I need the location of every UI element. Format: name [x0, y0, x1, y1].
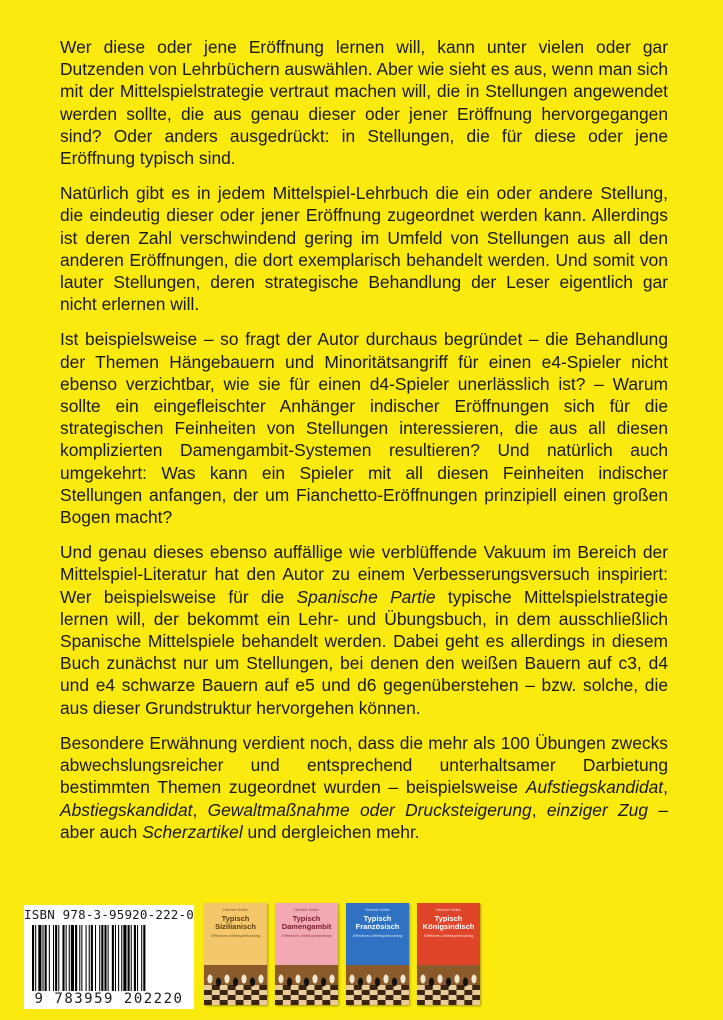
emphasis-scherzartikel: Scherzartikel	[142, 821, 243, 842]
chess-piece	[216, 978, 221, 987]
barcode-bar	[49, 925, 50, 991]
board-square	[401, 990, 409, 995]
board-square	[464, 1000, 472, 1005]
board-square	[401, 995, 409, 1000]
barcode-bar	[35, 925, 36, 991]
board-square	[307, 1000, 315, 1005]
chess-piece	[224, 975, 229, 984]
barcode-bar	[79, 925, 80, 991]
board-square	[259, 995, 267, 1000]
emphasis-einziger-zug: einziger Zug	[546, 799, 649, 820]
board-square	[220, 990, 228, 995]
book-subtitle: Effektives Mittelspieltraining	[281, 933, 332, 938]
chess-board-image	[204, 965, 267, 1005]
book-cover-franzoesisch	[346, 903, 409, 1005]
chess-piece	[420, 975, 425, 984]
board-square	[370, 1000, 378, 1005]
board-square	[457, 995, 465, 1000]
barcode-bar	[38, 925, 41, 991]
board-square	[433, 995, 441, 1000]
board-square	[212, 1000, 220, 1005]
board-square	[346, 990, 354, 995]
board-square	[204, 990, 212, 995]
chess-piece	[454, 975, 459, 984]
board-square	[315, 985, 323, 990]
board-square	[433, 1000, 441, 1005]
barcode-bar	[45, 925, 47, 991]
book-subtitle: Effektives Mittelspieltraining	[210, 933, 261, 938]
book-title: Typisch Sizilianisch	[215, 914, 256, 931]
chess-piece	[278, 975, 283, 984]
barcode-bar	[128, 925, 130, 991]
chess-piece	[463, 978, 468, 987]
board-square	[386, 985, 394, 990]
board-square	[425, 995, 433, 1000]
barcode-bar	[131, 925, 132, 991]
board-square	[275, 990, 283, 995]
board-square	[259, 1000, 267, 1005]
board-square	[275, 985, 283, 990]
paragraph-2: Natürlich gibt es in jedem Mittelspiel-Lehrbuch die ein oder andere Stellung, die eindeutig dieser oder jener Eröffnung zugeordnet werden kann. Allerdings ist deren Zahl verschwindend gering im Umfeld von Stellungen aus all den anderen Eröffnungen, die dort exemplarisch behandelt werden. Und somit von lauter Stellungen, deren strategische Behandlung der Leser eigentlich gar nicht erlernen will.	[60, 183, 668, 315]
board-square	[472, 990, 480, 995]
book-author: Herbert Heller	[436, 907, 461, 912]
chess-piece	[207, 975, 212, 984]
chess-piece	[321, 978, 326, 987]
book-cover-sizilianisch	[204, 903, 267, 1005]
emphasis-abstiegskandidat: Abstiegskandidat	[60, 799, 193, 820]
board-square	[386, 990, 394, 995]
board-square	[322, 995, 330, 1000]
barcode-bar	[115, 925, 116, 991]
board-square	[315, 990, 323, 995]
barcode-bar	[58, 925, 59, 991]
board-square	[236, 1000, 244, 1005]
board-square	[330, 1000, 338, 1005]
board-square	[251, 995, 259, 1000]
book-author: Herbert Heller	[365, 907, 390, 912]
board-square	[362, 1000, 370, 1005]
board-square	[457, 990, 465, 995]
board-square	[346, 985, 354, 990]
barcode-bar	[89, 925, 90, 991]
paragraph-3: Ist beispielsweise – so fragt der Autor durchaus begründet – die Behandlung der Themen Hängebauern und Minoritätsangriff für einen e4-Spieler nicht ebenso verzichtbar, wie sie für einen d4-Spieler unerlässlich ist? – Warum sollte ein eingefleischter Anhänger indischer Eröffnungen sich für die strategischen Feinheiten von Stellungen interessieren, die aus all diesen komplizierten Damengambit-Systemen resultieren? Und natürlich auch umgekehrt: Was kann ein Spieler mit all diesen Feinheiten indischer Stellungen anfangen, der um Fianchetto-Eröffnungen prinzipiell einen großen Bogen macht?	[60, 329, 668, 528]
barcode-bar	[134, 925, 136, 991]
barcode-bar	[55, 925, 57, 991]
board-square	[307, 990, 315, 995]
board-square	[472, 985, 480, 990]
board-square	[220, 995, 228, 1000]
board-square	[299, 995, 307, 1000]
barcode-bar	[141, 925, 142, 991]
barcode-bar	[71, 925, 74, 991]
board-square	[322, 1000, 330, 1005]
board-square	[291, 1000, 299, 1005]
book-cover-koenigsindisch	[417, 903, 480, 1005]
board-square	[472, 995, 480, 1000]
board-square	[378, 990, 386, 995]
chess-piece	[349, 975, 354, 984]
board-square	[228, 995, 236, 1000]
board-square	[220, 1000, 228, 1005]
board-square	[244, 985, 252, 990]
chess-piece	[287, 978, 292, 987]
paragraph-1: Wer diese oder jene Eröffnung lernen will, kann unter vielen oder gar Dutzenden von Lehrbüchern auswählen. Aber wie sieht es aus, wenn man sich mit der Mittelspielstrategie vertraut machen will, die in Stellungen angewendet werden sollte, die aus genau dieser oder jener Eröffnung hervorgegangen sind? Oder anders ausgedrückt: in Stellungen, die für diese oder jene Eröffnung typisch sind.	[60, 37, 668, 169]
board-square	[244, 990, 252, 995]
book-subtitle: Effektives Mittelspieltraining	[423, 933, 474, 938]
board-square	[401, 1000, 409, 1005]
board-square	[283, 995, 291, 1000]
board-square	[393, 1000, 401, 1005]
chess-piece	[375, 978, 380, 987]
book-title: Typisch Königsindisch	[422, 914, 475, 931]
emphasis-gewaltmassnahme: Gewaltmaßnahme oder Drucksteigerung	[207, 799, 532, 820]
barcode-bar	[101, 925, 103, 991]
board-square	[251, 1000, 259, 1005]
board-square	[417, 985, 425, 990]
board-square	[330, 995, 338, 1000]
board-square	[417, 1000, 425, 1005]
board-square	[204, 995, 212, 1000]
chess-board-image	[275, 965, 338, 1005]
isbn-label: ISBN 978-3-95920-222-0	[24, 907, 194, 922]
board-square	[322, 990, 330, 995]
chess-piece	[392, 978, 397, 987]
barcode-bar	[66, 925, 67, 991]
paragraph-4: Und genau dieses ebenso auffällige wie verblüffende Vakuum im Bereich der Mittelspiel-Literatur hat den Autor zu einem Verbesserungsversuch inspiriert: Wer beispielsweise für die Spanische Partie typische Mittelspielstrategie lernen will, der bekommt ein Lehr- und Übungsbuch, in dem ausschließlich Spanische Mittelspiele behandelt werden. Dabei geht es allerdings in diesem Buch zunächst nur um Stellungen, bei denen den weißen Bauern auf c3, d4 und e4 schwarze Bauern auf e5 und d6 gegenüberstehen – bzw. solche, die aus dieser Grundstruktur hervorgehen können.	[60, 542, 668, 718]
board-square	[457, 1000, 465, 1005]
board-square	[275, 1000, 283, 1005]
board-square	[244, 1000, 252, 1005]
board-square	[291, 995, 299, 1000]
board-square	[228, 990, 236, 995]
board-square	[370, 990, 378, 995]
board-square	[433, 990, 441, 995]
board-square	[354, 1000, 362, 1005]
board-square	[299, 990, 307, 995]
back-cover-text	[60, 36, 668, 856]
barcode-bar	[86, 925, 87, 991]
chess-piece	[429, 978, 434, 987]
barcode-bar	[75, 925, 77, 991]
chess-piece	[400, 975, 405, 984]
barcode-bar	[91, 925, 93, 991]
barcode-bar	[104, 925, 106, 991]
book-subtitle: Effektives Mittelspieltraining	[352, 933, 403, 938]
emphasis-aufstiegskandidat: Aufstiegskandidat	[525, 777, 664, 798]
board-square	[417, 990, 425, 995]
board-square	[315, 1000, 323, 1005]
chess-board-image	[346, 965, 409, 1005]
paragraph-5: Besondere Erwähnung verdient noch, dass die mehr als 100 Übungen zwecks abwechslungsreicher und entsprechend unterhaltsamer Darbietung bestimmten Themen zugeordnet wurden – beispielsweise Aufstiegskandidat, Abstiegskandidat, Gewaltmaßnahme oder Drucksteigerung, einziger Zug – aber auch Scherzartikel und dergleichen mehr.	[60, 732, 668, 842]
board-square	[346, 1000, 354, 1005]
board-square	[362, 990, 370, 995]
board-square	[378, 1000, 386, 1005]
barcode-bar	[137, 925, 138, 991]
board-square	[259, 990, 267, 995]
board-square	[472, 1000, 480, 1005]
chess-piece	[295, 975, 300, 984]
book-title: Typisch Damengambit	[281, 914, 332, 931]
barcode-digits: 9 783959 202220	[24, 991, 194, 1007]
barcode-bar	[123, 925, 126, 991]
book-author: Herbert Heller	[294, 907, 319, 912]
board-square	[275, 995, 283, 1000]
board-square	[441, 1000, 449, 1005]
board-square	[401, 985, 409, 990]
board-square	[449, 995, 457, 1000]
barcode-bar	[69, 925, 70, 991]
board-square	[441, 990, 449, 995]
board-square	[212, 995, 220, 1000]
barcode-bar	[121, 925, 122, 991]
barcode-bar	[118, 925, 119, 991]
chess-board-image	[417, 965, 480, 1005]
board-square	[378, 995, 386, 1000]
board-square	[244, 995, 252, 1000]
board-square	[362, 995, 370, 1000]
board-square	[441, 995, 449, 1000]
chess-piece	[241, 975, 246, 984]
board-square	[330, 990, 338, 995]
board-square	[315, 995, 323, 1000]
barcode-bar	[43, 925, 44, 991]
board-square	[299, 1000, 307, 1005]
chess-piece	[446, 978, 451, 987]
board-square	[291, 985, 299, 990]
book-cover-damengambit	[275, 903, 338, 1005]
board-square	[464, 990, 472, 995]
chess-piece	[329, 975, 334, 984]
board-square	[393, 990, 401, 995]
barcode-bar	[108, 925, 109, 991]
board-square	[354, 990, 362, 995]
chess-piece	[312, 975, 317, 984]
barcode-bar	[95, 925, 96, 991]
barcode-bar	[112, 925, 114, 991]
board-square	[449, 1000, 457, 1005]
board-square	[354, 995, 362, 1000]
board-square	[228, 1000, 236, 1005]
board-square	[393, 995, 401, 1000]
barcode-bar	[62, 925, 64, 991]
board-square	[307, 995, 315, 1000]
board-square	[362, 985, 370, 990]
board-square	[425, 990, 433, 995]
board-square	[449, 990, 457, 995]
board-square	[251, 990, 259, 995]
board-square	[220, 985, 228, 990]
board-square	[417, 995, 425, 1000]
board-square	[370, 995, 378, 1000]
board-square	[433, 985, 441, 990]
chess-piece	[366, 975, 371, 984]
board-square	[236, 990, 244, 995]
board-square	[425, 1000, 433, 1005]
barcode-bar	[99, 925, 100, 991]
board-square	[346, 995, 354, 1000]
board-square	[464, 995, 472, 1000]
chess-piece	[383, 975, 388, 984]
barcode-bar	[32, 925, 34, 991]
board-square	[204, 1000, 212, 1005]
book-author: Herbert Heller	[223, 907, 248, 912]
chess-piece	[233, 978, 238, 987]
board-square	[457, 985, 465, 990]
barcode-bars	[30, 925, 188, 991]
emphasis-spanische-partie: Spanische Partie	[296, 586, 436, 607]
barcode-bar	[53, 925, 54, 991]
book-title: Typisch Französisch	[355, 914, 400, 931]
chess-piece	[250, 978, 255, 987]
board-square	[259, 985, 267, 990]
board-square	[204, 985, 212, 990]
chess-piece	[471, 975, 476, 984]
chess-piece	[304, 978, 309, 987]
chess-piece	[358, 978, 363, 987]
isbn-barcode	[24, 905, 194, 1009]
board-square	[386, 995, 394, 1000]
board-square	[330, 985, 338, 990]
board-square	[283, 990, 291, 995]
barcode-bar	[143, 925, 145, 991]
board-square	[212, 990, 220, 995]
chess-piece	[437, 975, 442, 984]
board-square	[236, 995, 244, 1000]
barcode-bar	[81, 925, 82, 991]
board-square	[291, 990, 299, 995]
board-square	[386, 1000, 394, 1005]
chess-piece	[258, 975, 263, 984]
board-square	[283, 1000, 291, 1005]
